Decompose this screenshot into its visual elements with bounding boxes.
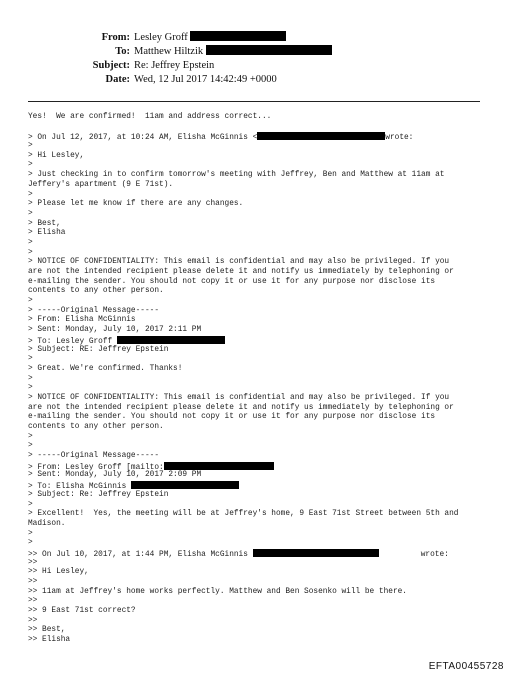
header-divider [28,101,480,102]
body-line: >> 11am at Jeffrey's home works perfectly. Matthew and Ben Sosenko will be there. [28,587,407,596]
body-line: are not the intended recipient please delete it and notify us immediately by telephoning or [28,403,454,412]
subject-value: Re: Jeffrey Epstein [134,60,215,71]
body-line: >> Best, [28,626,66,635]
body-line: > [28,432,33,441]
body-line: > [28,238,33,247]
body-line: > [28,355,33,364]
body-line: > Hi Lesley, [28,151,85,160]
body-line: > On Jul 12, 2017, at 10:24 AM, Elisha McGinnis < wrote: [28,134,414,143]
body-line: > [28,209,33,218]
body-line: > [28,384,33,393]
subject-label: Subject: [92,60,130,71]
body-line [28,123,498,133]
body-line: >> [28,578,38,586]
redaction-box [131,481,239,489]
body-line: >> [28,616,38,625]
body-line: > From: Lesley Groff [mailto: [28,462,498,472]
body-line: > Great. We're confirmed. Thanks! [28,364,183,373]
body-line: > Elisha [28,229,66,238]
redaction-box [190,31,286,41]
to-value: Matthew Hiltzik [134,46,204,57]
date-row [0,73,512,87]
redaction-box [117,336,225,344]
to-label: To: [115,46,130,57]
body-line: > NOTICE OF CONFIDENTIALITY: This email is confidential and may also be privileged. If you [28,393,450,402]
email-body [28,113,498,646]
body-line: > Subject: RE: Jeffrey Epstein [28,345,169,354]
body-line: > [28,161,33,170]
body-line: Madison. [28,519,66,528]
body-line: > [28,190,33,199]
body-line: > Excellent! Yes, the meeting will be at Jeffrey's home, 9 East 71st Street between 5th and [28,510,459,519]
body-line: are not the intended recipient please delete it and notify us immediately by telephoning or [28,268,454,276]
body-line: > Sent: Monday, July 10, 2017 2:11 PM [28,326,202,335]
body-line: > Please let me know if there are any changes. [28,200,244,209]
redaction-box [253,549,379,557]
body-line: > -----Original Message----- [28,306,160,315]
date-value: Wed, 12 Jul 2017 14:42:49 +0000 [134,74,277,85]
to-row [0,45,512,59]
bates-number: EFTA00455728 [428,661,504,672]
body-line: >> Elisha [28,636,71,645]
body-line: >> [28,558,38,567]
body-line: > [28,297,33,306]
body-line: > Subject: Re: Jeffrey Epstein [28,490,169,499]
body-line: > [28,500,33,509]
from-label: From: [101,32,130,43]
body-line: > [28,142,33,151]
body-line: > Sent: Monday, July 10, 2017 2:09 PM [28,471,202,480]
from-row [0,31,512,45]
body-line: > NOTICE OF CONFIDENTIALITY: This email is confidential and may also be privileged. If you [28,258,450,267]
body-line: > -----Original Message----- [28,452,160,461]
date-label: Date: [105,74,130,85]
body-line: >> [28,597,38,606]
body-line: e-mailing the sender. You should not copy it or use it for any purpose nor disclose its [28,277,436,286]
body-line: >> On Jul 10, 2017, at 1:44 PM, Elisha McGinnis wrote: [28,550,449,559]
body-line: > To: Lesley Groff [28,336,498,346]
email-header [0,31,512,87]
redaction-box [257,132,385,140]
body-line: contents to any other person. [28,287,164,296]
body-line: > [28,374,33,383]
body-line: > Just checking in to confirm tomorrow's meeting with Jeffrey, Ben and Matthew at 11am at [28,171,445,180]
body-line: > [28,248,33,257]
body-line: > [28,442,33,451]
redaction-box [164,462,274,470]
from-value: Lesley Groff [134,32,188,43]
body-line: >> Hi Lesley, [28,568,89,577]
body-line: > [28,539,33,548]
body-line: > To: Elisha McGinnis [28,481,498,491]
body-line: contents to any other person. [28,423,164,431]
body-line: e-mailing the sender. You should not copy it or use it for any purpose nor disclose its [28,413,436,422]
body-line: Yes! We are confirmed! 11am and address correct... [28,113,272,121]
body-line: > From: Elisha McGinnis [28,316,136,325]
body-line: Jeffery's apartment (9 E 71st). [28,180,174,189]
body-line: > Best, [28,219,61,228]
body-line: > [28,529,33,538]
body-line: >> 9 East 71st correct? [28,607,136,616]
subject-row [0,59,512,73]
redaction-box [206,45,332,55]
